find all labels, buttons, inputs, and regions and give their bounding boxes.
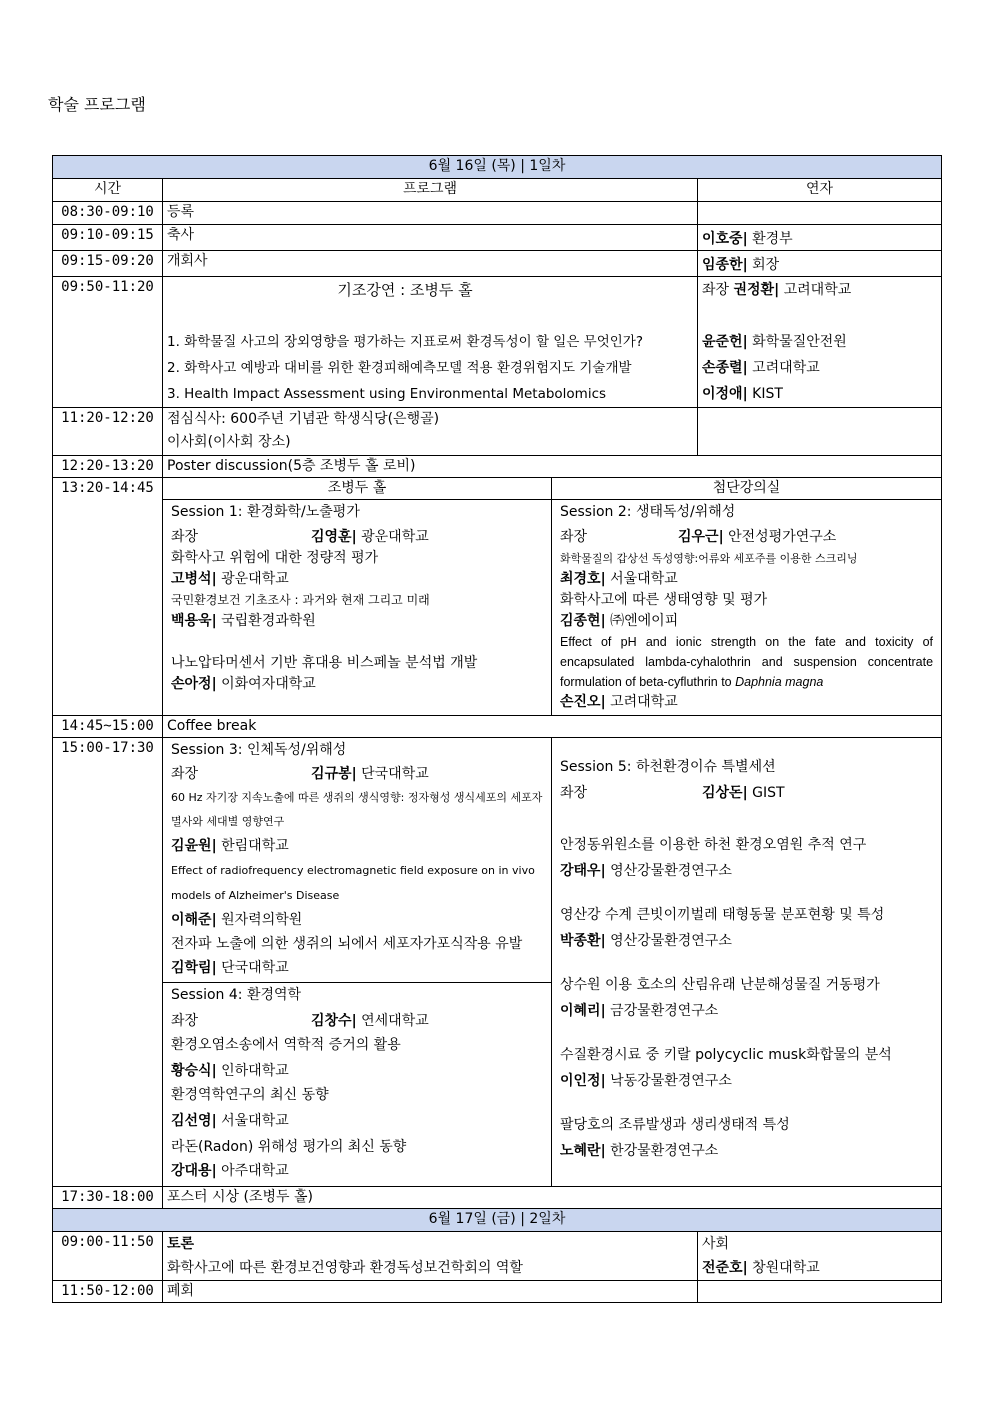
talk-speaker — [560, 1138, 933, 1164]
talk-speaker — [171, 1059, 543, 1083]
chair-label: 좌장 — [171, 529, 199, 545]
speaker-name: 강대용| — [171, 1163, 217, 1179]
keynote-speaker — [702, 329, 937, 355]
talk-speaker — [171, 1109, 543, 1133]
session-3-cell — [163, 738, 552, 983]
talk-title-text: Effect of pH and ionic strength on the fate and toxicity of encapsulated lambda-cyhalothrin and suspension concentrate formulation of beta-cyfluthrin to — [560, 635, 934, 689]
program-cell: 폐회 — [163, 1281, 698, 1303]
chair-label: 좌장 — [560, 529, 588, 545]
talk-speaker — [560, 692, 933, 713]
speaker-org: 금강물환경연구소 — [605, 1003, 719, 1019]
talk-title: 영산강 수계 큰빗이끼벌레 태형동물 분포현황 및 특성 — [560, 907, 885, 923]
speaker-org: 고려대학교 — [747, 360, 820, 376]
session-chair — [560, 780, 933, 806]
chair-org: 연세대학교 — [356, 1013, 429, 1029]
speaker-name: 백용욱| — [171, 613, 217, 629]
talk-speaker — [171, 611, 543, 632]
sessions-3-5-row — [53, 738, 942, 983]
speaker-org: 환경부 — [747, 231, 793, 247]
speaker-cell — [698, 408, 942, 456]
speaker-cell — [698, 225, 942, 251]
chair-label: 좌장 — [560, 785, 588, 801]
speaker-name: 김선영| — [171, 1113, 217, 1129]
speaker-name: 임종한| — [702, 257, 748, 273]
speaker-org: 서울대학교 — [216, 1113, 289, 1129]
program-header: 프로그램 — [163, 179, 698, 202]
speaker-name: 이호중| — [702, 231, 748, 247]
speaker-org: 광운대학교 — [216, 571, 289, 587]
species-name: Daphnia magna — [735, 675, 824, 689]
debate-title: 토론 — [167, 1236, 195, 1252]
speaker-org: 창원대학교 — [747, 1260, 820, 1276]
speaker-org: ㈜엔에이피 — [605, 613, 679, 629]
keynote-speaker-cell — [698, 277, 942, 408]
speaker-org: 서울대학교 — [605, 571, 678, 587]
program-cell: 개회사 — [163, 251, 698, 277]
schedule-row-debate — [53, 1232, 942, 1281]
speaker-name: 김종현| — [560, 613, 606, 629]
time-cell: 15:00-17:30 — [53, 738, 163, 1187]
schedule-row-poster-award — [53, 1187, 942, 1209]
time-cell: 09:15-09:20 — [53, 251, 163, 277]
keynote-speaker — [702, 355, 937, 381]
chair-org: GIST — [747, 785, 785, 801]
sessions-1-2-row — [53, 500, 942, 716]
speaker-org: 한림대학교 — [216, 838, 289, 854]
schedule-row-closing — [53, 1281, 942, 1303]
debate-topic: 화학사고에 따른 환경보건영향과 환경독성보건학회의 역할 — [167, 1260, 523, 1276]
document-title: 학술 프로그램 — [48, 95, 146, 114]
program-table — [52, 155, 942, 1303]
speaker-name: 손아정| — [171, 676, 217, 692]
keynote-chair — [702, 277, 937, 303]
talk-speaker — [560, 1068, 933, 1094]
talk-speaker — [171, 569, 543, 590]
time-cell: 08:30-09:10 — [53, 202, 163, 225]
speaker-cell — [698, 202, 942, 225]
time-cell: 09:00-11:50 — [53, 1232, 163, 1281]
talk-title: Effect of radiofrequency electromagnetic field exposure on in vivo models of Alzheimer's Disease — [171, 864, 535, 902]
talk-speaker — [560, 998, 933, 1024]
time-header: 시간 — [53, 179, 163, 202]
day1-header-row — [53, 156, 942, 179]
speaker-name: 고병석| — [171, 571, 217, 587]
speaker-org: 한강물환경연구소 — [605, 1143, 719, 1159]
talk-speaker — [560, 858, 933, 884]
session-title: Session 3: 인체독성/위해성 — [171, 742, 347, 758]
board-meeting-line: 이사회(이사회 장소) — [167, 434, 291, 450]
debate-speaker-cell — [698, 1232, 942, 1281]
speaker-org: 국립환경과학원 — [216, 613, 316, 629]
speaker-name: 박종환| — [560, 933, 606, 949]
speaker-cell — [698, 251, 942, 277]
talk-title: 상수원 이용 호소의 산림유래 난분해성물질 거동평가 — [560, 977, 880, 993]
time-cell: 09:10-09:15 — [53, 225, 163, 251]
speaker-org: 낙동강물환경연구소 — [605, 1073, 732, 1089]
speaker-org: 화학물질안전원 — [747, 334, 847, 350]
program-cell: Poster discussion(5층 조병두 홀 로비) — [163, 456, 942, 478]
program-cell: 포스터 시상 (조병두 홀) — [163, 1187, 942, 1209]
program-cell: 축사 — [163, 225, 698, 251]
talk-title: 화학물질의 갑상선 독성영향:어류와 세포주를 이용한 스크리닝 — [560, 552, 858, 565]
speaker-name: 황승식| — [171, 1063, 217, 1079]
column-header-row — [53, 179, 942, 202]
speaker-org: 회장 — [747, 257, 780, 273]
chair-name: 김우근| — [678, 529, 724, 545]
talk-title: 수질환경시료 중 키랄 polycyclic musk화합물의 분석 — [560, 1047, 892, 1063]
speaker-name: 김학림| — [171, 960, 217, 976]
speaker-name: 이혜리| — [560, 1003, 606, 1019]
talk-title: 나노압타머센서 기반 휴대용 비스페놀 분석법 개발 — [171, 655, 478, 671]
program-cell: Coffee break — [163, 716, 942, 738]
session-title: Session 1: 환경화학/노출평가 — [171, 504, 360, 520]
day2-label: 6월 17일 (금) | 2일차 — [53, 1209, 942, 1232]
day1-label: 6월 16일 (목) | 1일차 — [53, 156, 942, 179]
keynote-program-cell — [163, 277, 698, 408]
hall-left: 조병두 홀 — [163, 478, 552, 500]
keynote-talk: 2. 화학사고 예방과 대비를 위한 환경피해예측모델 적용 환경위험지도 기술개발 — [167, 360, 632, 376]
talk-title: 60 Hz 자기장 지속노출에 따른 생쥐의 생식영향: 정자형성 생식세포의 세포자멸사와 세대별 영향연구 — [171, 791, 543, 828]
schedule-row-keynote — [53, 277, 942, 408]
keynote-title: 기조강연 : 조병두 홀 — [337, 281, 473, 299]
talk-title: 팔당호의 조류발생과 생리생태적 특성 — [560, 1117, 790, 1133]
talk-title: 화학사고 위험에 대한 정량적 평가 — [171, 550, 379, 566]
speaker-name: 전준호| — [702, 1260, 748, 1276]
time-cell: 13:20-14:45 — [53, 478, 163, 716]
chair-label: 좌장 — [702, 282, 734, 298]
moderator-label: 사회 — [702, 1236, 730, 1252]
chair-name: 권정환| — [733, 282, 780, 298]
program-cell: 등록 — [163, 202, 698, 225]
talk-speaker — [171, 908, 543, 932]
speaker-org: KIST — [747, 386, 783, 402]
speaker-name: 윤준헌| — [702, 334, 748, 350]
moderator — [702, 1256, 937, 1280]
chair-org: 단국대학교 — [356, 766, 429, 782]
keynote-speaker — [702, 381, 937, 407]
session-5-cell — [552, 738, 942, 1187]
talk-speaker — [171, 834, 543, 858]
speaker-name: 이인정| — [560, 1073, 606, 1089]
schedule-row-congrats — [53, 225, 942, 251]
session-4-cell — [163, 983, 552, 1187]
time-cell: 14:45~15:00 — [53, 716, 163, 738]
speaker-org: 단국대학교 — [216, 960, 289, 976]
lunch-program-cell — [163, 408, 698, 456]
session-2-cell — [552, 500, 942, 716]
time-cell: 11:50-12:00 — [53, 1281, 163, 1303]
speaker-org: 인하대학교 — [216, 1063, 289, 1079]
talk-title: 환경역학연구의 최신 동향 — [171, 1087, 329, 1103]
talk-speaker — [171, 674, 543, 695]
schedule-row-opening — [53, 251, 942, 277]
lunch-line: 점심식사: 600주년 기념관 학생식당(은행골) — [167, 411, 440, 427]
talk-title: 국민환경보건 기초조사 : 과거와 현재 그리고 미래 — [171, 593, 430, 607]
chair-org: 광운대학교 — [356, 529, 429, 545]
talk-title: 전자파 노출에 의한 생쥐의 뇌에서 세포자가포식작용 유발 — [171, 936, 523, 952]
chair-label: 좌장 — [171, 1013, 199, 1029]
keynote-talk: 3. Health Impact Assessment using Environmental Metabolomics — [167, 386, 607, 402]
time-cell: 11:20-12:20 — [53, 408, 163, 456]
chair-org: 안전성평가연구소 — [723, 529, 837, 545]
session-chair — [171, 762, 543, 786]
halls-row — [53, 478, 942, 500]
chair-name: 김상돈| — [702, 785, 748, 801]
speaker-name: 이해준| — [171, 912, 217, 928]
time-cell: 17:30-18:00 — [53, 1187, 163, 1209]
session-title: Session 2: 생태독성/위해성 — [560, 504, 736, 520]
talk-title: 환경오염소송에서 역학적 증거의 활용 — [171, 1037, 401, 1053]
talk-title: 화학사고에 따른 생태영향 및 평가 — [560, 592, 768, 608]
talk-speaker — [560, 569, 933, 590]
session-chair — [171, 527, 543, 548]
speaker-org: 이화여자대학교 — [216, 676, 316, 692]
session-title: Session 4: 환경역학 — [171, 987, 302, 1003]
keynote-talk: 1. 화학물질 사고의 장외영향을 평가하는 지표로써 환경독성이 할 일은 무엇인가? — [167, 334, 643, 350]
speaker-header: 연자 — [698, 179, 942, 202]
talk-title: 라돈(Radon) 위해성 평가의 최신 동향 — [171, 1139, 407, 1155]
day2-header-row — [53, 1209, 942, 1232]
schedule-row-coffee — [53, 716, 942, 738]
chair-name: 김영훈| — [311, 529, 357, 545]
schedule-row-registration — [53, 202, 942, 225]
chair-name: 김창수| — [311, 1013, 357, 1029]
schedule-row-lunch — [53, 408, 942, 456]
talk-title: 안정동위원소를 이용한 하천 환경오염원 추적 연구 — [560, 837, 867, 853]
session-1-cell — [163, 500, 552, 716]
hall-right: 첨단강의실 — [552, 478, 942, 500]
speaker-name: 최경호| — [560, 571, 606, 587]
speaker-org: 아주대학교 — [216, 1163, 289, 1179]
speaker-name: 강태우| — [560, 863, 606, 879]
speaker-org: 원자력의학원 — [216, 912, 303, 928]
speaker-name: 손종렬| — [702, 360, 748, 376]
time-cell: 12:20-13:20 — [53, 456, 163, 478]
speaker-org: 고려대학교 — [605, 694, 678, 710]
talk-speaker — [560, 611, 933, 632]
speaker-org: 영산강물환경연구소 — [605, 863, 732, 879]
speaker-name: 손진오| — [560, 694, 606, 710]
talk-speaker — [171, 1159, 543, 1183]
session-chair — [560, 527, 933, 548]
session-chair — [171, 1009, 543, 1033]
time-cell: 09:50-11:20 — [53, 277, 163, 408]
speaker-cell — [698, 1281, 942, 1303]
chair-org: 고려대학교 — [779, 282, 852, 298]
speaker-name: 이정애| — [702, 386, 748, 402]
chair-name: 김규봉| — [311, 766, 357, 782]
schedule-row-poster — [53, 456, 942, 478]
speaker-name: 김윤원| — [171, 838, 217, 854]
speaker-name: 노혜란| — [560, 1143, 606, 1159]
session-title: Session 5: 하천환경이슈 특별세션 — [560, 759, 776, 775]
talk-speaker — [171, 956, 543, 980]
speaker-org: 영산강물환경연구소 — [605, 933, 732, 949]
talk-title — [560, 632, 933, 692]
talk-speaker — [560, 928, 933, 954]
debate-program-cell — [163, 1232, 698, 1281]
chair-label: 좌장 — [171, 766, 199, 782]
